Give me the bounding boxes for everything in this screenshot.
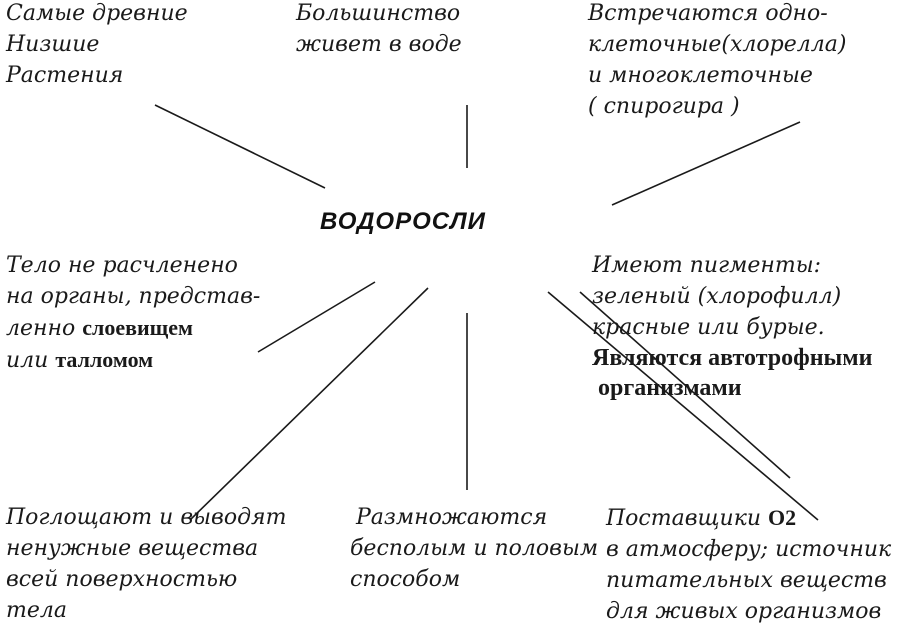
text-line: живет в воде bbox=[296, 32, 462, 57]
text-line: бесполым и половым bbox=[350, 536, 599, 561]
connector-top-right bbox=[612, 122, 800, 205]
bold-term-talloma: талломом bbox=[55, 347, 154, 372]
text-span: ленно bbox=[6, 316, 83, 341]
text-span: Поставщики bbox=[606, 506, 769, 531]
text-line: Размножаются bbox=[356, 505, 548, 530]
text-line: для живых организмов bbox=[606, 599, 882, 624]
text-line: на органы, представ- bbox=[6, 284, 261, 309]
text-line bbox=[6, 344, 260, 376]
text-line: Большинство bbox=[296, 1, 461, 26]
text-line bbox=[6, 312, 260, 344]
text-line: красные или бурые. bbox=[592, 315, 825, 340]
mid-right-block bbox=[592, 250, 872, 403]
top-right-block bbox=[588, 0, 846, 122]
bottom-right-block bbox=[606, 502, 891, 627]
top-left-block bbox=[6, 0, 188, 91]
center-label: ВОДОРОСЛИ bbox=[320, 208, 486, 235]
mid-left-block bbox=[6, 250, 260, 376]
text-line: зеленый (хлорофилл) bbox=[592, 284, 842, 309]
connector-top-left bbox=[155, 105, 325, 188]
text-line: ненужные вещества bbox=[6, 536, 259, 561]
text-span: или bbox=[6, 348, 56, 373]
text-line bbox=[606, 502, 891, 534]
text-line: Поглощают и выводят bbox=[6, 505, 287, 530]
bold-statement: Являются автотрофными bbox=[592, 345, 873, 371]
bold-statement: организмами bbox=[598, 375, 742, 401]
text-line: тела bbox=[6, 598, 68, 623]
top-center-block bbox=[296, 0, 462, 60]
connector-mid-left bbox=[258, 282, 375, 352]
text-line: питательных веществ bbox=[606, 568, 887, 593]
bold-term-thallus: слоевищем bbox=[82, 315, 194, 340]
text-line: в атмосферу; источник bbox=[606, 537, 892, 562]
text-line: Тело не расчленено bbox=[6, 253, 238, 278]
text-line: Растения bbox=[6, 63, 124, 88]
text-line: Низшие bbox=[6, 32, 100, 57]
bold-term-o2: О2 bbox=[768, 505, 797, 530]
text-line: ( спирогира ) bbox=[588, 94, 740, 119]
text-line: всей поверхностью bbox=[6, 567, 238, 592]
text-line: клеточные(хлорелла) bbox=[588, 32, 847, 57]
bottom-left-block bbox=[6, 502, 286, 626]
text-line: и многоклеточные bbox=[588, 63, 813, 88]
text-line: способом bbox=[350, 567, 461, 592]
text-line: Самые древние bbox=[6, 1, 188, 26]
text-line: Имеют пигменты: bbox=[592, 253, 822, 278]
text-line: Встречаются одно- bbox=[588, 1, 828, 26]
bottom-center-block bbox=[350, 502, 598, 595]
